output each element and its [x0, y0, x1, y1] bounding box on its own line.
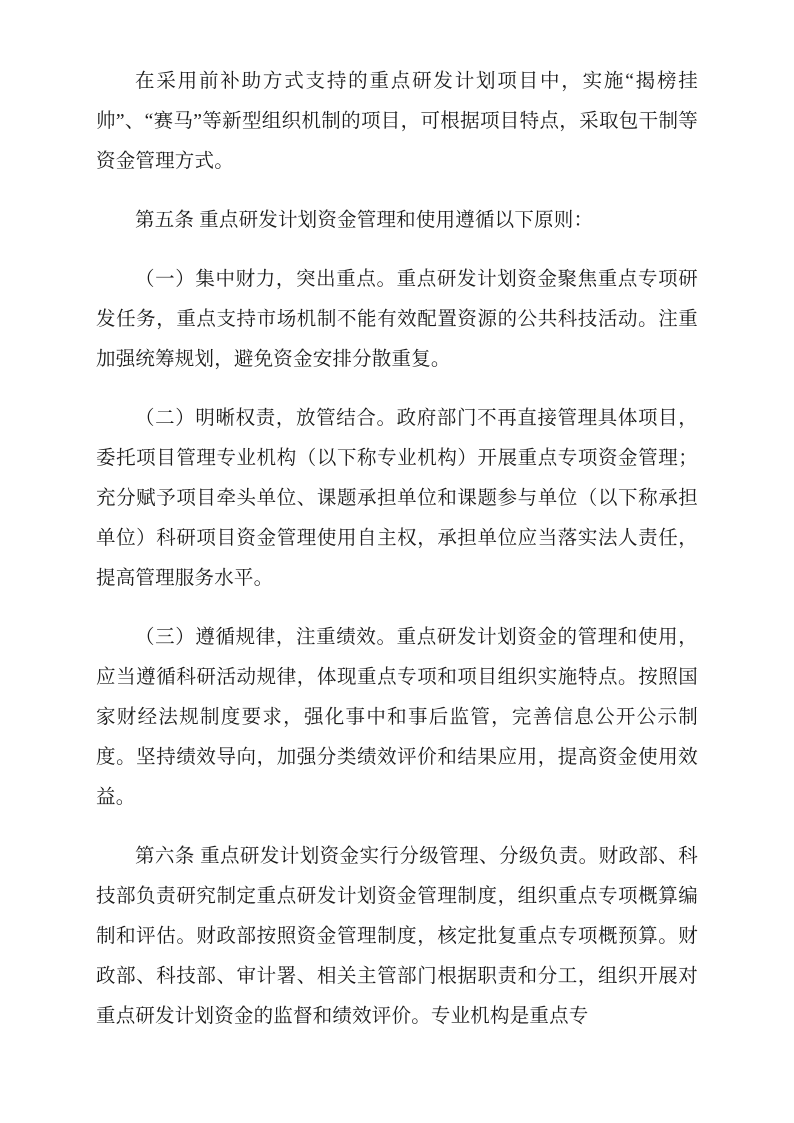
paragraph: （二）明晰权责，放管结合。政府部门不再直接管理具体项目，委托项目管理专业机构（以下称专业机构）开展重点专项资金管理；充分赋予项目牵头单位、课题承担单位和课题参与单位（以下称承担单位）科研项目资金管理使用自主权，承担单位应当落实法人责任，提高管理服务水平。 — [96, 408, 698, 589]
paragraph: （三）遵循规律，注重绩效。重点研发计划资金的管理和使用，应当遵循科研活动规律，体现重点专项和项目组织实施特点。按照国家财经法规制度要求，强化事中和事后监管，完善信息公开公示制度。坚持绩效导向，加强分类绩效评价和结果应用，提高资金使用效益。 — [96, 627, 698, 808]
paragraph: 第五条 重点研发计划资金管理和使用遵循以下原则： — [135, 210, 594, 231]
paragraph: （一）集中财力，突出重点。重点研发计划资金聚焦重点专项研发任务，重点支持市场机制不能有效配置资源的公共科技活动。注重加强统筹规划，避免资金安排分散重复。 — [96, 269, 698, 370]
paragraph: 第六条 重点研发计划资金实行分级管理、分级负责。财政部、科技部负责研究制定重点研发计划资金管理制度，组织重点专项概算编制和评估。财政部按照资金管理制度，核定批复重点专项概预算。财政部、科技部、审计署、相关主管部门根据职责和分工，组织开展对重点研发计划资金的监督和绩效评价。专业机构是重点专 — [96, 846, 698, 1027]
paragraph: 在采用前补助方式支持的重点研发计划项目中，实施“揭榜挂帅”、“赛马”等新型组织机制的项目，可根据项目特点，采取包干制等资金管理方式。 — [96, 71, 698, 172]
document-body — [96, 62, 698, 1037]
